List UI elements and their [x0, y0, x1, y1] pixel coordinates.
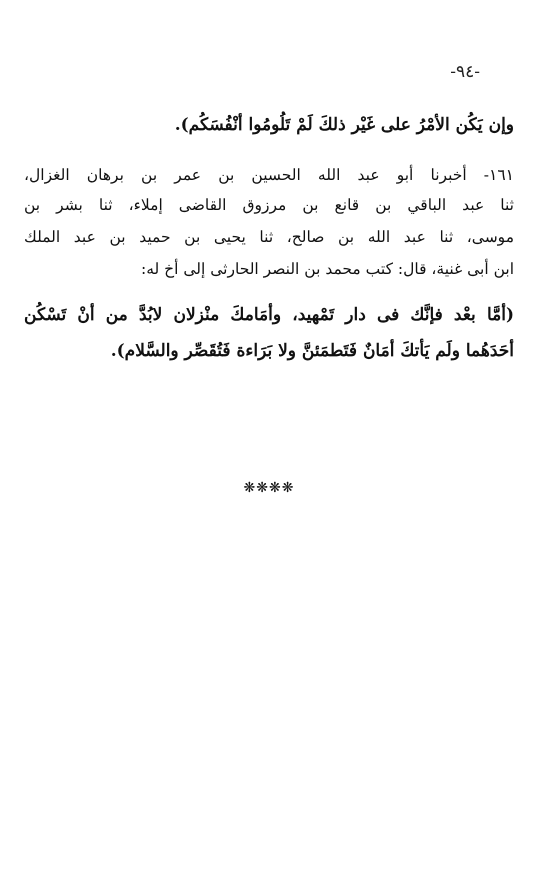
text-line-7: أحَدَهُما ولَم يَأتكَ أمَانٌ فَتَطمَئنَّ ولا بَرَاءة فَتُقَصِّر والسَّلام). — [110, 341, 514, 361]
text-line-2: ١٦١- أخبرنا أبو عبد الله الحسين بن عمر بن برهان الغزال، — [24, 166, 514, 184]
text-line-3: ثنا عبد الباقي بن قانع بن مرزوق القاضى إملاء، ثنا بشر بن — [24, 196, 514, 214]
page-number: -٩٤- — [450, 62, 480, 82]
text-line-5: ابن أبى غنية، قال: كتب محمد بن النصر الحارثى إلى أخ له: — [140, 260, 514, 278]
text-line-4: موسى، ثنا عبد الله بن صالح، ثنا يحيى بن حميد بن عبد الملك — [24, 228, 514, 246]
section-separator: ❋❋❋❋ — [243, 480, 295, 496]
text-line-1: وإن يَكُن الأمْرُ على غَيْر ذلكَ لَمْ تَلُومُوا أنْفُسَكُم). — [174, 115, 514, 135]
text-line-6: (أمَّا بعْد فإنَّك فى دار تَمْهيد، وأمَامكَ منْزلان لابُدَّ من أنْ تَسْكُن — [24, 305, 514, 325]
